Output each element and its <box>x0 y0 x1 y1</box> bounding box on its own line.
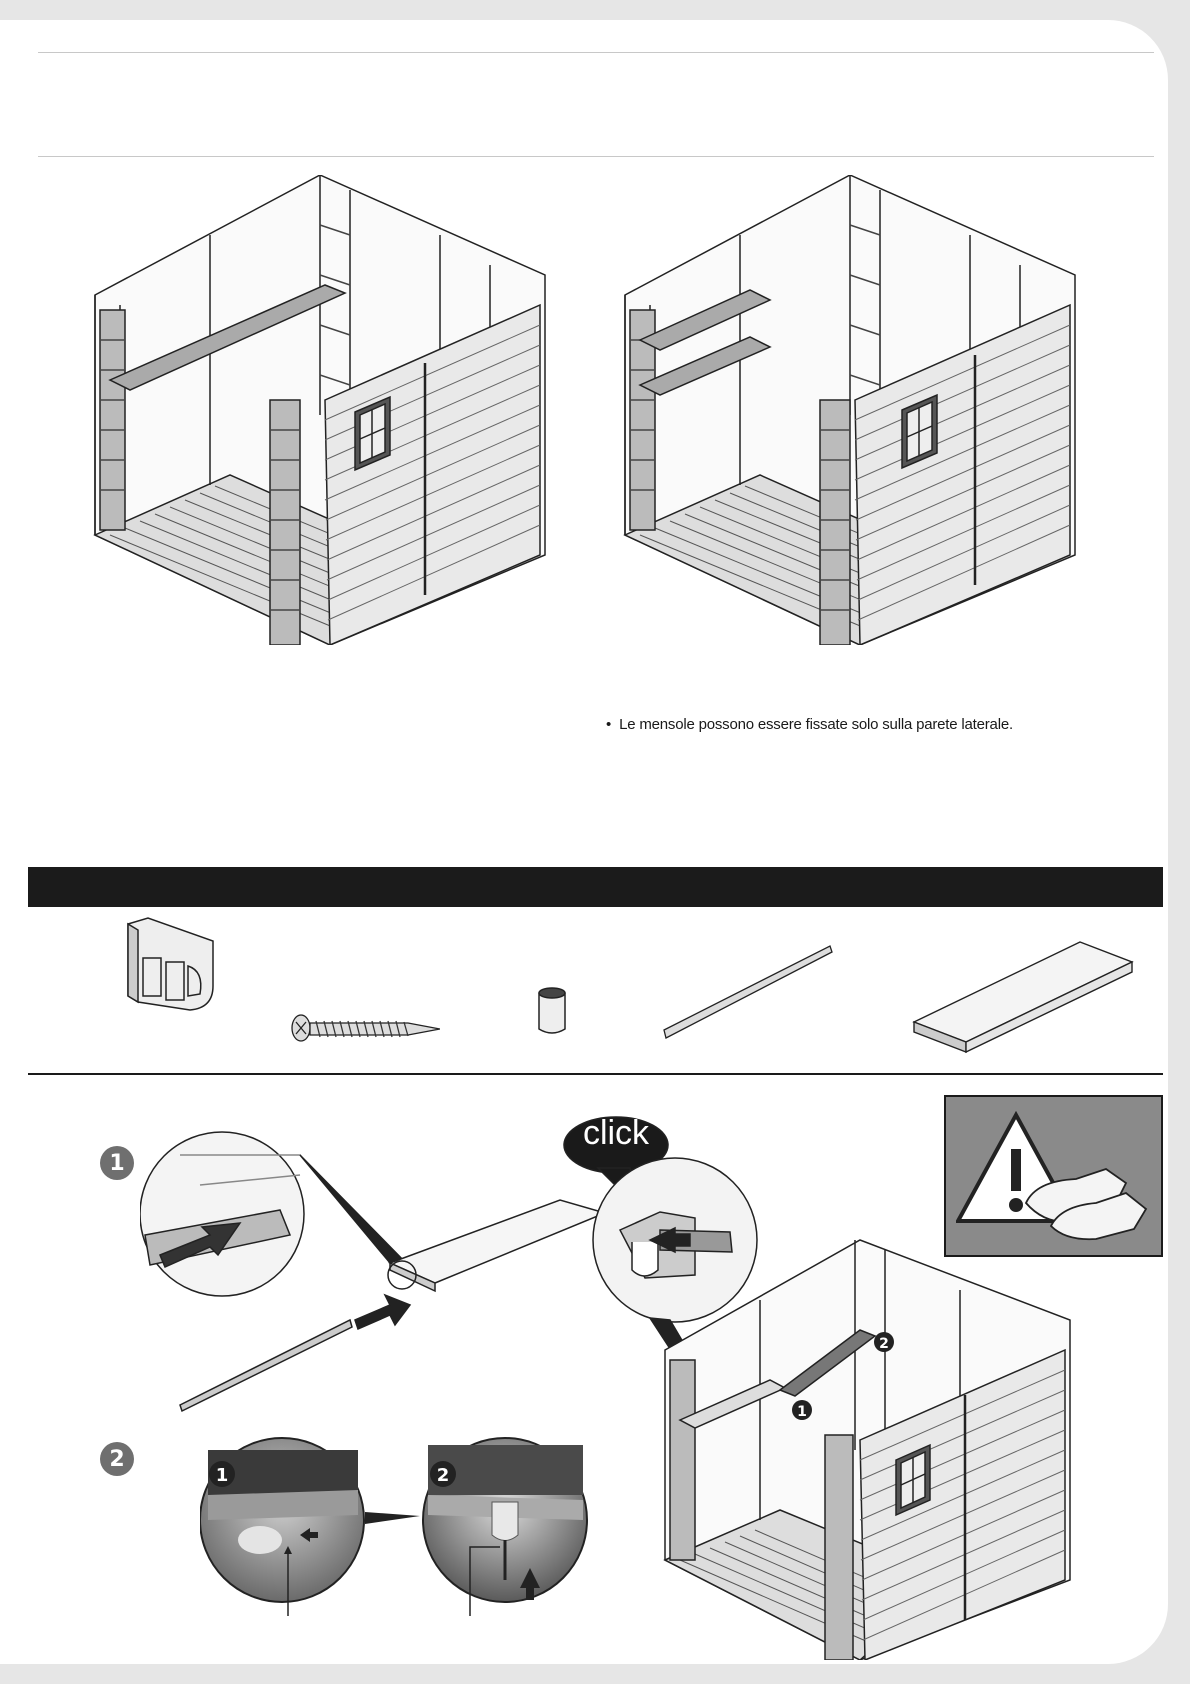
note-text: Le mensole possono essere fissate solo sulla parete laterale. <box>619 716 1013 733</box>
note-bullet: • <box>606 716 612 733</box>
section-divider <box>28 1073 1163 1075</box>
shed-two-shelves-illustration <box>620 175 1100 645</box>
step-2-photos <box>200 1420 600 1620</box>
shelf-note <box>606 716 1013 733</box>
callout-2-label: 2 <box>879 1336 889 1352</box>
screw-icon <box>290 1008 440 1048</box>
step-1-shed-illustration <box>660 1220 1100 1660</box>
step-1-badge: 1 <box>100 1146 134 1180</box>
step-1-shelf-assembly <box>140 1115 620 1415</box>
click-label: click <box>582 1114 650 1152</box>
parts-header-bar <box>28 867 1163 907</box>
top-rule <box>38 52 1154 53</box>
sub-step-1-label: 1 <box>215 1465 229 1486</box>
spacer-icon <box>536 985 568 1037</box>
shelf-icon <box>910 940 1134 1056</box>
sub-step-2-label: 2 <box>436 1465 450 1486</box>
bracket-icon <box>118 916 218 1012</box>
header-rule <box>38 156 1154 157</box>
instruction-page <box>0 20 1168 1664</box>
step-2-badge: 2 <box>100 1442 134 1476</box>
callout-1-label: 1 <box>797 1404 807 1420</box>
shed-one-shelf-illustration <box>90 175 570 645</box>
rod-icon <box>662 944 834 1040</box>
